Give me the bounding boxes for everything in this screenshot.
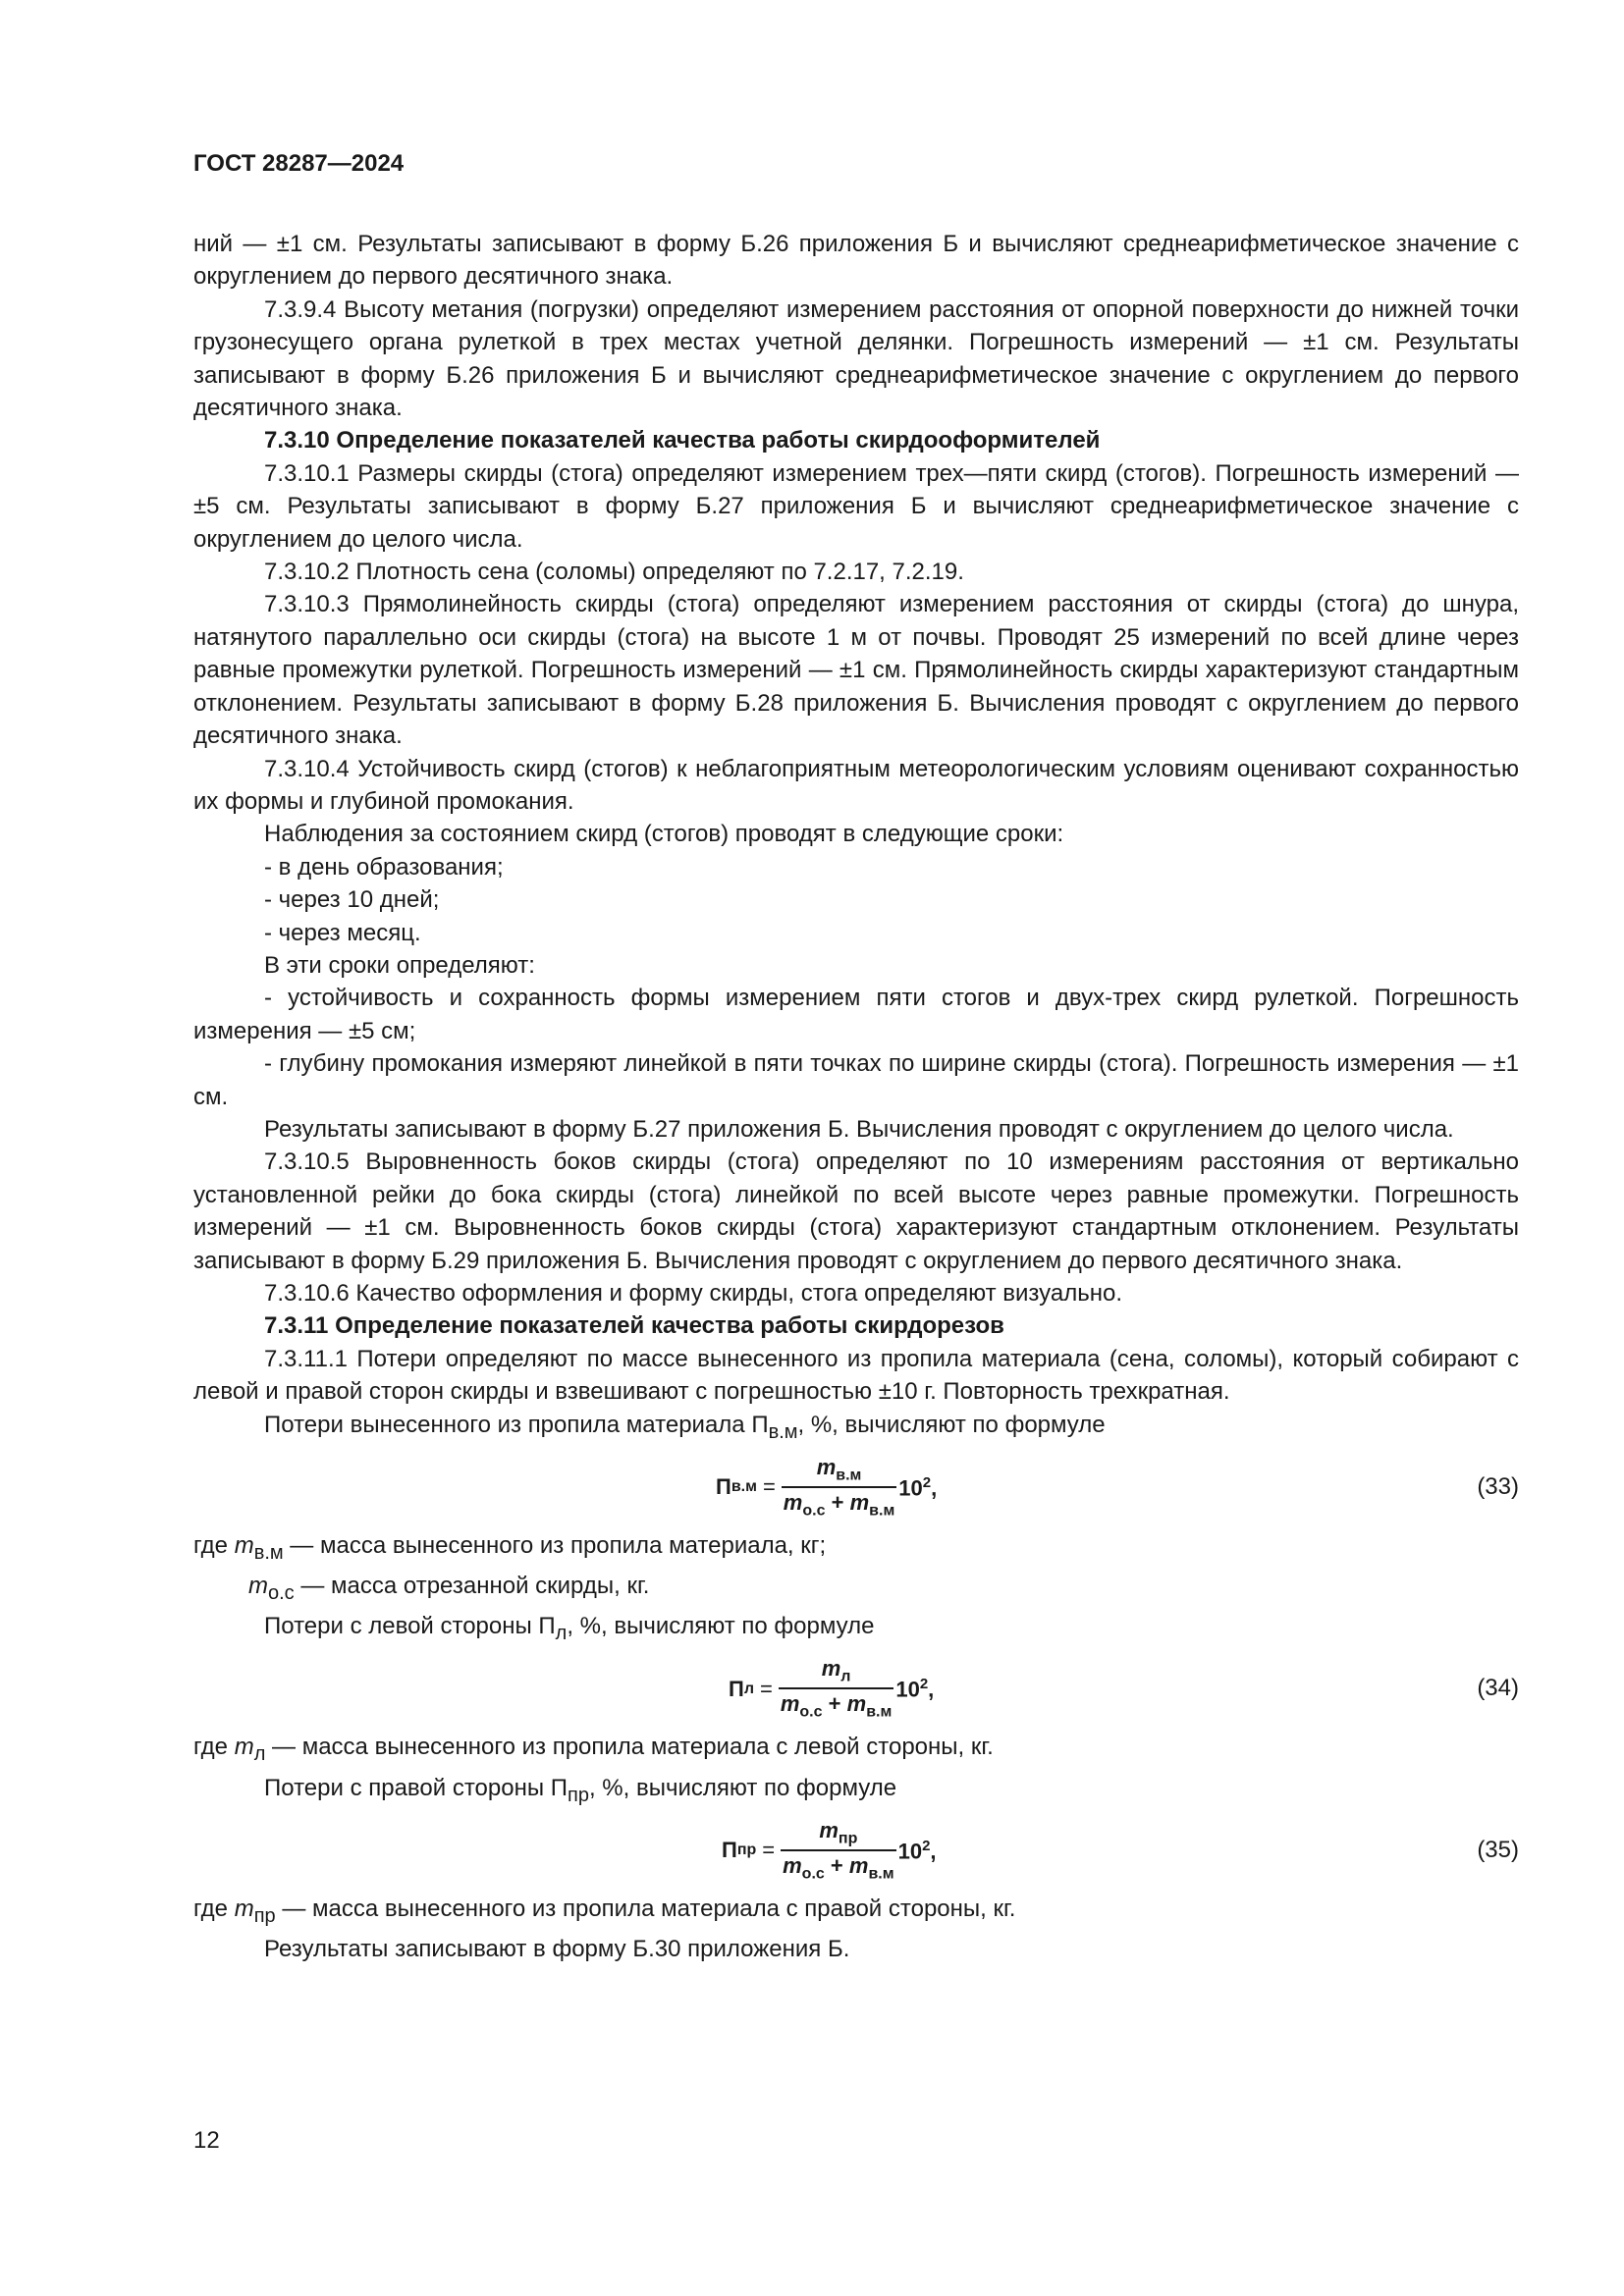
variable-definition: где $m_{в.м}$ — масса вынесенного из пропила материала, кг;	[193, 1531, 827, 1564]
paragraph-7-3-10-1: 7.3.10.1 Размеры скирды (стога) определяют измерением трех—пяти скирд (стогов). Погрешность измерений — ±5 см. Результаты записывают в форму Б.27 приложения Б и вычисляют среднеарифметическое значение с округлением до целого числа.	[193, 459, 1519, 553]
list-item: - в день образования;	[264, 853, 504, 881]
paragraph-7-3-10-6: 7.3.10.6 Качество оформления и форму скирды, стога определяют визуально.	[264, 1280, 1123, 1307]
paragraph: Результаты записывают в форму Б.27 приложения Б. Вычисления проводят с округлением до целого числа.	[264, 1115, 1454, 1143]
paragraph: Потери с левой стороны $П_л$, %, вычисляют по формуле	[264, 1613, 875, 1645]
variable-definition: где $m_л$ — масса вынесенного из пропила материала с левой стороны, кг.	[193, 1734, 994, 1766]
paragraph-7-3-10-5: 7.3.10.5 Выровненность боков скирды (стога) определяют по 10 измерениям расстояния от вертикально установленной рейки до бока скирды (стога) линейкой по всей высоте через равные промежутки. Погрешность измерений — ±1 см. Выровненность боков скирды (стога) характеризуют стандартным отклонением. Результаты записывают в форму Б.29 приложения Б. Вычисления проводят с округлением до первого десятичного знака.	[193, 1148, 1519, 1274]
formula-number: (33)	[1477, 1472, 1519, 1500]
fraction: $\frac{m_{в.м}}{m_{о.с} + m_{в.м}}$	[783, 1454, 895, 1519]
formula-expression: П л = $\frac{m_л}{m_{о.с} + m_{в.м}}$ $10^2$,	[729, 1656, 935, 1721]
formula-expression: П пр = $\frac{m_{пр}}{m_{о.с} + m_{в.м}}$ $10^2$,	[722, 1817, 937, 1883]
page-number: 12	[193, 2127, 220, 2154]
paragraph: Потери с правой стороны $П_{пр}$, %, вычисляют по формуле	[264, 1774, 897, 1806]
paragraph: Потери вынесенного из пропила материала $П_{в.м}$, %, вычисляют по формуле	[264, 1411, 1106, 1443]
paragraph: Результаты записывают в форму Б.30 приложения Б.	[264, 1936, 850, 1963]
formula-35	[193, 1816, 1519, 1883]
formula-number: (35)	[1477, 1836, 1519, 1863]
paragraph-7-3-9-4: 7.3.9.4 Высоту метания (погрузки) определяют измерением расстояния от опорной поверхности до нижней точки грузонесущего органа рулеткой в трех местах учетной делянки. Погрешность измерений — ±1 см. Результаты записывают в форму Б.26 приложения Б и вычисляют среднеарифметическое значение с округлением до первого десятичного знака.	[193, 295, 1519, 422]
paragraph-7-3-10-4: 7.3.10.4 Устойчивость скирд (стогов) к неблагоприятным метеорологическим условиям оценивают сохранностью их формы и глубиной промокания.	[193, 755, 1519, 815]
document-header: ГОСТ 28287—2024	[193, 150, 405, 177]
paragraph: В эти сроки определяют:	[264, 951, 535, 979]
list-item: - глубину промокания измеряют линейкой в пяти точках по ширине скирды (стога). Погрешность измерения — ±1 см.	[193, 1050, 1519, 1110]
page-content	[193, 228, 1519, 1965]
section-heading-7-3-10: 7.3.10 Определение показателей качества работы скирдооформителей	[264, 427, 1101, 454]
formula-34	[193, 1654, 1519, 1721]
section-heading-7-3-11: 7.3.11 Определение показателей качества работы скирдорезов	[264, 1312, 1004, 1340]
fraction: $\frac{m_л}{m_{о.с} + m_{в.м}}$	[780, 1656, 893, 1721]
paragraph-7-3-11-1: 7.3.11.1 Потери определяют по массе вынесенного из пропила материала (сена, соломы), который собирают с левой и правой сторон скирды и взвешивают с погрешностью ±10 г. Повторность трехкратная.	[193, 1345, 1519, 1406]
list-item: - через 10 дней;	[264, 886, 440, 914]
formula-33	[193, 1453, 1519, 1520]
formula-number: (34)	[1477, 1675, 1519, 1702]
paragraph-7-3-10-2: 7.3.10.2 Плотность сена (соломы) определяют по 7.2.17, 7.2.19.	[264, 559, 964, 586]
variable-definition: $m_{о.с}$ — масса отрезанной скирды, кг.	[248, 1573, 650, 1604]
paragraph: ний — ±1 см. Результаты записывают в форму Б.26 приложения Б и вычисляют среднеарифметическое значение с округлением до первого десятичного знака.	[193, 231, 1519, 291]
list-item: - через месяц.	[264, 919, 421, 946]
paragraph: Наблюдения за состоянием скирд (стогов) проводят в следующие сроки:	[264, 821, 1064, 848]
list-item: - устойчивость и сохранность формы измерением пяти стогов и двух-трех скирд рулеткой. Погрешность измерения — ±5 см;	[193, 985, 1519, 1044]
formula-expression: П в.м = $\frac{m_{в.м}}{m_{о.с} + m_{в.м}}$ $10^2$,	[716, 1454, 938, 1519]
variable-definition: где $m_{пр}$ — масса вынесенного из пропила материала с правой стороны, кг.	[193, 1895, 1016, 1927]
paragraph-7-3-10-3: 7.3.10.3 Прямолинейность скирды (стога) определяют измерением расстояния от скирды (стога) до шнура, натянутого параллельно оси скирды (стога) на высоте 1 м от почвы. Проводят 25 измерений по всей длине через равные промежутки рулеткой. Погрешность измерений — ±1 см. Прямолинейность скирды характеризуют стандартным отклонением. Результаты записывают в форму Б.28 приложения Б. Вычисления проводят с округлением до первого десятичного знака.	[193, 591, 1519, 750]
fraction: $\frac{m_{пр}}{m_{о.с} + m_{в.м}}$	[783, 1817, 894, 1883]
